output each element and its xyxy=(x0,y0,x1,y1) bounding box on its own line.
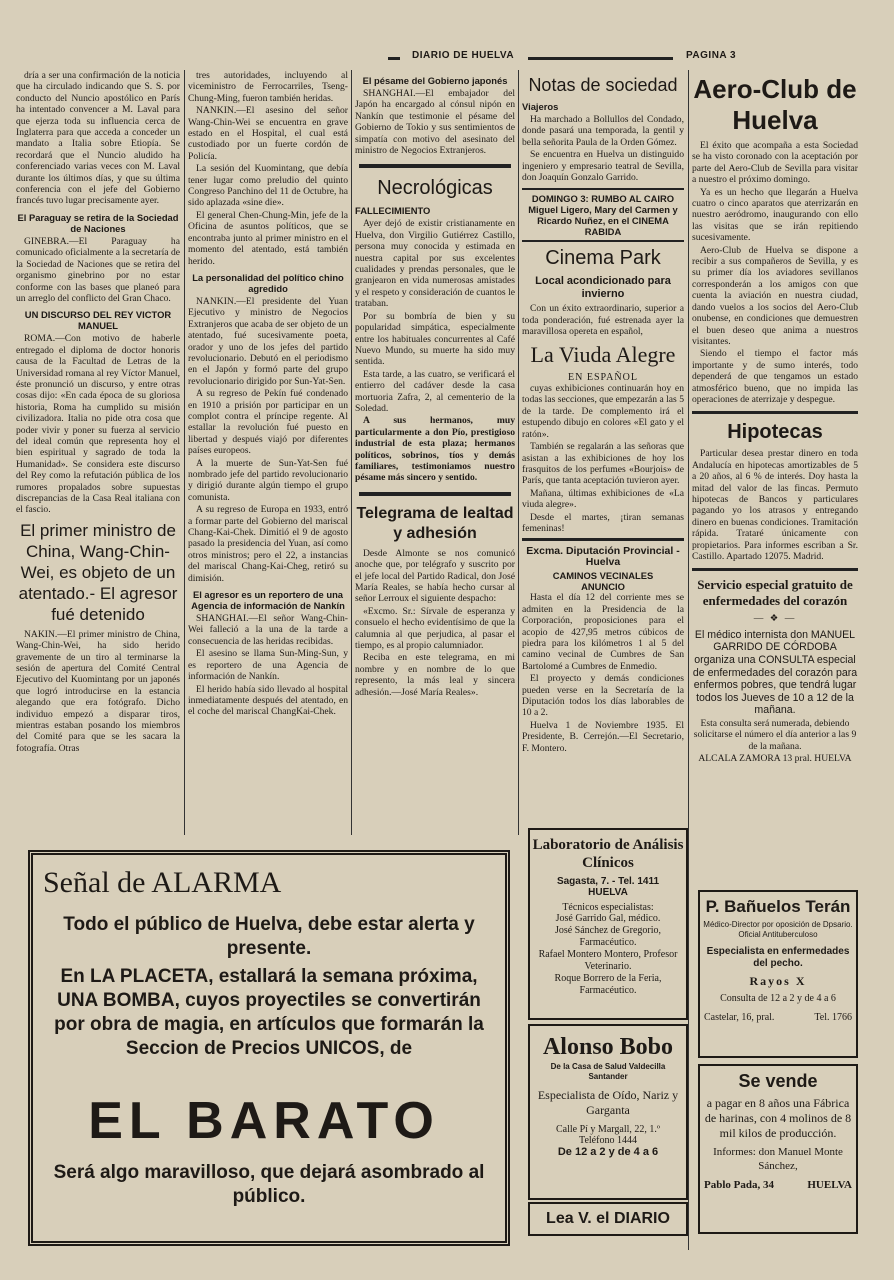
ad-alonso-hours: De 12 a 2 y de 4 a 6 xyxy=(557,1146,659,1158)
telegrama-text-3: Reciba en este telegrama, en mi nombre y en nombre de lo que represento, la más leal y sincera adhesión.—José María Reales». xyxy=(355,652,515,698)
headline-viajeros: Viajeros xyxy=(522,101,559,112)
ad-alarma-line-1: Todo el público de Huelva, debe estar alerta y presente. xyxy=(63,914,475,959)
ad-lab-line-3: Rafael Montero Montero, Profesor Veterinario. xyxy=(538,949,678,972)
ad-banuelos-specialty: Especialista en enfermedades del pecho. xyxy=(706,946,850,969)
section-title-necrologicas: Necrológicas xyxy=(377,177,493,200)
ad-alonso-specialty: Especialista de Oído, Nariz y Garganta xyxy=(537,1088,679,1117)
section-rule xyxy=(359,492,511,496)
ad-el-barato-brand: EL BARATO xyxy=(88,1092,440,1150)
rey-text: ROMA.—Con motivo de haberle entregado el diploma de doctor honoris causa de la Facultad de Letras de la Universidad romana al rey Víctor Manuel, éste pronunció un discurso, y entre otras cosas dijo: «En cada época de su gloriosa historia, Roma ha cumplido su misión civilizadora. Italia no pide otra cosa que poder vivir y poner su fuerza al servicio del ideal común que representa hoy el bien espiritual y sagrado de toda la Humanidad». Se considera este discurso del Rey como la refutación pública de los rumores propalados sobre supuestas discrepancias de la Casa Real italiana con el fascio. xyxy=(16,333,180,516)
china-continued-1: tres autoridades, incluyendo al viceministro de Ferrocarriles, Tseng-Chung-Ming, fueron también heridas. xyxy=(188,70,348,104)
diputacion-text-1: Hasta el día 12 del corriente mes se admiten en la Presidencia de la Corporación, proposiciones para el acopio de 427,95 metros cúbicos de piedra para los kilómetros 1 al 5 del camino vecinal de Cumbres de San Bartolomé a Cumbres de Enmedio. xyxy=(522,592,684,672)
ad-banuelos-address-row xyxy=(704,1012,852,1023)
ad-alarma-line-3: Será algo maravilloso, que dejará asombrado al público. xyxy=(53,1162,485,1207)
ad-alonso-subtitle: De la Casa de Salud Valdecilla Santander xyxy=(550,1062,666,1081)
ad-vende-address: Pablo Pada, 34 xyxy=(704,1179,774,1191)
personalidad-text-1: NANKIN.—El presidente del Yuan Ejecutivo y ministro de Negocios Extranjeros que acaba de ser objeto de un atentado, fué sucesivamente poeta, orador y uno de los jefes del partido revolucionario. Debutó en el periodismo en el Japón y formó parte del grupo revolucionario dirigido por Sun-Yat-Sen. xyxy=(188,295,348,387)
column-3 xyxy=(355,70,515,840)
ad-alonso-address: Calle Pí y Margall, 22, 1.º xyxy=(555,1124,661,1135)
viajeros-text-2: Se encuentra en Huelva un distinguido ingeniero y empresario teatral de Sevilla, don Joaquín Gonzalo Garrido. xyxy=(522,149,684,184)
section-title-cinema-park: Cinema Park xyxy=(545,247,661,270)
headline-paraguay: El Paraguay se retira de la Sociedad de Naciones xyxy=(17,211,179,234)
headline-personalidad: La personalidad del político chino agredido xyxy=(192,271,344,294)
section-title-aeroclub: Aero-Club de Huelva xyxy=(693,74,857,135)
ad-banuelos-rayos: Rayos X xyxy=(749,974,807,988)
headline-caminos: CAMINOS VECINALES xyxy=(552,570,654,582)
cinema-text-3: También se regalarán a las señoras que asistan a las exhibiciones de hoy los frasquitos de los perfumes «Bourjois» de París, que tanta aceptación tuvieron ayer. xyxy=(522,441,684,487)
column-divider xyxy=(184,70,185,835)
personalidad-text-2: A su regreso de Pekín fué condenado en 1910 a prisión por participar en un complot contra el príncipe regente. Al estallar la revolución fué puesto en libertad y después viajó por diferentes países europeos. xyxy=(188,388,348,457)
servicio-address: ALCALA ZAMORA 13 pral. HUELVA xyxy=(698,753,852,765)
cinema-text-2: cuyas exhibiciones continuarán hoy en todas las secciones, que empezarán a las 5 de la tarde. De complemento irá el estupendo dibujo en colores «El gato y el ratón». xyxy=(522,383,684,440)
ad-vende-title: Se vende xyxy=(738,1071,818,1091)
agresor-text-2: El asesino se llama Sun-Ming-Sun, y es reportero de una Agencia de información de Nankín. xyxy=(188,648,348,683)
header-page-number: PAGINA 3 xyxy=(686,50,737,61)
cinema-text-1: Con un éxito extraordinario, superior a toda ponderación, fué estrenada ayer la maravillosa opereta en español, xyxy=(522,303,684,338)
china-minister-text: NAKIN.—El primer ministro de China, Wang-Chin-Wei, ha sido herido gravemente de un tiro al terminarse la sesión de apertura del Comité Central Ejecutivo del Kuomintang por un japonés que logró introducirse en la estancia alegando que era fotógrafo. Dicho individuo empezó a disparar tiros, mientras estaban posando los miembros del Comité para que se les sacara la fotografía. Otras xyxy=(16,628,180,754)
headline-anuncio: ANUNCIO xyxy=(581,581,625,593)
ad-alarma-title: Señal de ALARMA xyxy=(43,866,282,899)
ad-lea-text: Lea V. el DIARIO xyxy=(546,1210,670,1227)
pesame-text: SHANGHAI.—El embajador del Japón ha encargado al cónsul nipón en Nankín que testimonie el pésame del Gobierno de Tokio y sus sentimientos de simpatía con motivo del asesinato del ministro de Negocios Extranjeros. xyxy=(355,88,515,157)
cinema-text-5: Desde el martes, ¡tiran semanas femeninas! xyxy=(522,511,684,534)
china-continued-3: La sesión del Kuomintang, que debía tener lugar como preludio del quinto Congreso Panchino del 11 de Octubre, ha sido aplazada «sine die». xyxy=(188,163,348,209)
necrologica-text-2: Por su bombría de bien y su popularidad simpática, especialmente entre los habituales concurrentes al Café Nuevo Mundo, su muerte ha sido muy sentida. xyxy=(355,310,515,368)
servicio-text-2: Esta consulta será numerada, debiendo solicitarse el número el día anterior a las 9 de la mañana. xyxy=(693,717,857,752)
headline-agresor: El agresor es un reportero de una Agencia de información de Nankín xyxy=(191,589,345,612)
section-rule xyxy=(522,538,684,541)
article-continued-text: dría a ser una confirmación de la noticia que ha circulado indicando que S. S. por conducto del Nuncio apostólico en París ha intentado convencer a M. Laval para que ejerza toda su influencia cerca de Inglaterra para que acceda a conceder un mandato a Italia sobre Etiopía. Se recordará que el Nuncio aludido ha conferenciado varias veces con M. Laval durante los últimos días, y que su última conferencia con el jefe del Gobierno francés tuvo lugar precisamente ayer. xyxy=(16,70,180,207)
headline-pesame: El pésame del Gobierno japonés xyxy=(362,75,508,86)
headline-local: Local acondicionado para invierno xyxy=(535,275,671,301)
ad-lab-subtitle: Técnicos especialistas: xyxy=(562,902,654,913)
page-header xyxy=(18,50,878,66)
ad-lab-address: Sagasta, 7. - Tel. 1411 xyxy=(556,876,660,887)
personalidad-text-4: A su regreso de Europa en 1933, entró a formar parte del Gobierno del mariscal Chang-Kai-Chek. Dimitió el 9 de agosto pasado la presidencia del Yuan, así como otros ministros; pero el 22, a instancias del mariscal Chang-Kai-Cheg, retiró su dimisión. xyxy=(188,504,348,584)
section-title-telegrama: Telegrama de lealtad y adhesión xyxy=(356,504,514,542)
ad-banuelos-hours: Consulta de 12 a 2 y de 4 a 6 xyxy=(720,993,836,1004)
ad-laboratorio xyxy=(528,828,688,1020)
ad-banuelos-subtitle: Médico-Director por oposición de Dpsario. Oficial Antituberculoso xyxy=(703,920,853,939)
ad-banuelos-title: P. Bañuelos Terán xyxy=(705,897,851,916)
hipotecas-text: Particular desea prestar dinero en toda Andalucía en hipotecas amortizables de 5 a 20 años, al 6 % de interés. Doy hasta la mitad del valor de las fincas. Permuto hipotecas de Bancos y particulares pagando yo los atrasos y entregando dinero en buenas condiciones. Tramitación rápida. Trataré únicamente con propietarios. Para informes escriban a Sr. Castillo. Apartado 12075. Madrid. xyxy=(692,448,858,562)
ad-banuelos-address: Castelar, 16, pral. xyxy=(704,1012,775,1023)
ad-alonso-telephone: Teléfono 1444 xyxy=(579,1135,637,1146)
cinema-text-4: Mañana, últimas exhibiciones de «La viuda alegre». xyxy=(522,487,684,511)
column-5 xyxy=(692,70,858,890)
film-title: La Viuda Alegre xyxy=(530,341,676,367)
diputacion-text-2: El proyecto y demás condiciones pueden verse en la Secretaría de la Diputación todos los días laborables de 10 a 2. xyxy=(522,673,684,719)
column-divider xyxy=(351,70,352,835)
ad-vende-line-1: a pagar en 8 años una Fábrica de harinas, con 4 molinos de 8 mil kilos de producción. xyxy=(704,1096,852,1140)
ad-lab-line-4: Roque Borrero de la Feria, Farmacéutico. xyxy=(554,973,662,996)
necrologica-text-1: Ayer dejó de existir cristianamente en Huelva, don Virgilio Gutiérrez Castillo, persona muy conocida y estimada en nuestra capital por sus excelentes cualidades y prendas personales, que le granjearon en vida numerosas amistades y el respeto y consideración de cuantos le trataban. xyxy=(355,218,515,310)
telegrama-text-1: Desde Almonte se nos comunicó anoche que, por telégrafo y suscrito por el jefe local del Partido Radical, don José María Reales, se había hecho cursar al señor Lerroux el siguiente despacho: xyxy=(355,547,515,605)
viajeros-text-1: Ha marchado a Bollullos del Condado, donde pasará una temporada, la gentil y bella señorita Paula de la Orden Gómez. xyxy=(522,114,684,148)
aeroclub-text-2: Ya es un hecho que llegarán a Huelva cuatro o cinco aparatos que aterrizarán en nuestro aeródromo, inaugurando con ello las visitas que se irán repitiendo sucesivamente. xyxy=(692,186,858,244)
cinema-rabida-notice: DOMINGO 3: RUMBO AL CAIRO Miguel Ligero, Mary del Carmen y Ricardo Nuñez, en el CINEMA RABIDA xyxy=(522,188,684,242)
section-rule xyxy=(692,568,858,571)
film-subtitle: EN ESPAÑOL xyxy=(568,371,638,383)
column-divider xyxy=(688,70,689,1250)
section-title-diputacion: Excma. Diputación Provincial -Huelva xyxy=(526,545,680,569)
headline-china-minister: El primer ministro de China, Wang-Chin-Wei, es objeto de un atentado.- El agresor fué detenido xyxy=(18,520,178,624)
column-divider xyxy=(518,70,519,835)
diputacion-text-3: Huelva 1 de Noviembre 1935. El Presidente, B. Cerrejón.—El Secretario, F. Montero. xyxy=(522,719,684,754)
section-title-hipotecas: Hipotecas xyxy=(727,421,823,444)
paraguay-text: GINEBRA.—El Paraguay ha comunicado oficialmente a la secretaría de la Sociedad de Naciones que se retira del organismo ginebrino por no estar conforme con las bases que planeó para un arreglo del conflicto del Gran Chaco. xyxy=(16,235,180,304)
ad-lab-city: HUELVA xyxy=(588,887,628,898)
section-title-notas: Notas de sociedad xyxy=(528,75,678,95)
servicio-text-1: El médico internista don MANUEL GARRIDO DE CÓRDOBA organiza una CONSULTA especial de enfermedades del corazón para enfermos pobres, que tendrá lugar todos los Jueves de 10 a 12 de la mañana. xyxy=(692,628,858,717)
personalidad-text-3: A la muerte de Sun-Yat-Sen fué nombrado jefe del partido revolucionario y dirigió durante algún tiempo el grupo comunista. xyxy=(188,457,348,503)
section-title-servicio: Servicio especial gratuito de enfermedades del corazón xyxy=(697,577,853,609)
ad-banuelos-telephone: Tel. 1766 xyxy=(814,1012,852,1023)
aeroclub-text-3: Aero-Club de Huelva se dispone a recibir a sus compañeros de Sevilla, y es su primer día los aviadores sevillanos corresponderán a los amigos con que cuenta la aviación en nuestra ciudad, dando vuelos a los socios del Aero-Club onubense, en condiciones que demuestren el buen deseo que anima a nuestros visitantes. xyxy=(692,244,858,347)
header-rule-right xyxy=(528,57,673,60)
headline-fallecimiento: FALLECIMIENTO xyxy=(355,205,431,217)
ad-lea-diario xyxy=(528,1202,688,1236)
aeroclub-text-1: El éxito que acompaña a esta Sociedad se ha visto coronado con la aceptación por parte del Aero-Club de Sevilla para visitar a nuestro el próximo domingo. xyxy=(692,140,858,186)
column-4 xyxy=(522,70,684,822)
ad-lab-title: Laboratorio de Análisis Clínicos xyxy=(532,837,684,871)
china-continued-2: NANKIN.—El asesino del señor Wang-Chin-Wei se encuentra en grave estado en el Hospital, el cual está custodiado por un fuerte cordón de Policía. xyxy=(188,105,348,162)
ad-alonso-bobo xyxy=(528,1024,688,1200)
telegrama-text-2: «Excmo. Sr.: Sírvale de esperanza y consuelo el hecho evidentísimo de que la calumnia al que perjudica, al pasar el tiempo, es al propio calumniador. xyxy=(355,605,515,652)
ad-vende-address-row xyxy=(704,1179,852,1191)
header-rule-left xyxy=(388,57,400,60)
ad-alarma-line-2: En LA PLACETA, estallará la semana próxima, UNA BOMBA, cuyos proyectiles se convertirán por obra de magia, en artículos que formarán la Seccion de Precios UNICOS, de xyxy=(54,966,484,1059)
header-title: DIARIO DE HUELVA xyxy=(412,50,515,61)
section-rule xyxy=(692,411,858,414)
ad-alonso-title: Alonso Bobo xyxy=(542,1034,674,1060)
agresor-text-3: El herido había sido llevado al hospital inmediatamente después del atentado, en el coche del mariscal ChangKai-Chek. xyxy=(188,683,348,718)
necrologica-text-3: Esta tarde, a las cuatro, se verificará el entierro del cadáver desde la casa mortuoria Zafra, 2, al cementerio de la Soledad. xyxy=(355,368,515,414)
ad-banuelos xyxy=(698,890,858,1058)
ornament-divider: — ❖ — xyxy=(753,613,797,625)
column-1 xyxy=(16,70,180,840)
agresor-text-1: SHANGHAI.—El señor Wang-Chin-Wei falleció a la una de la tarde a consecuencia de las heridas recibidas. xyxy=(188,613,348,647)
column-2 xyxy=(188,70,348,840)
section-rule xyxy=(359,164,511,168)
ad-lab-line-2: José Sánchez de Gregorio, Farmacéutico. xyxy=(554,925,662,948)
ad-vende-city: HUELVA xyxy=(807,1179,852,1191)
headline-rey: UN DISCURSO DEL REY VICTOR MANUEL xyxy=(24,309,172,332)
necrologica-text-4: A sus hermanos, muy particularmente a don Pío, prestigioso industrial de esta plaza; hermanos políticos, sobrinos, tíos y demás familiares, testimoniamos nuestro pésame más sincero y sentido. xyxy=(355,415,515,484)
ad-lab-line-1: José Garrido Gal, médico. xyxy=(555,913,661,924)
aeroclub-text-4: Siendo el tiempo el factor más importante y de sumo interés, todo dependerá de que tengamos un estado atmosférico bueno, que no impida las operaciones de aterrizaje y despegue. xyxy=(692,348,858,405)
ad-vende-line-2: Informes: don Manuel Monte Sánchez, xyxy=(713,1146,843,1172)
ad-se-vende xyxy=(698,1064,858,1234)
china-continued-4: El general Chen-Chung-Min, jefe de la Oficina de asuntos políticos, que se encontraba junto al primer ministro en el momento del atentado, está también herido. xyxy=(188,209,348,267)
ad-el-barato xyxy=(28,850,510,1246)
